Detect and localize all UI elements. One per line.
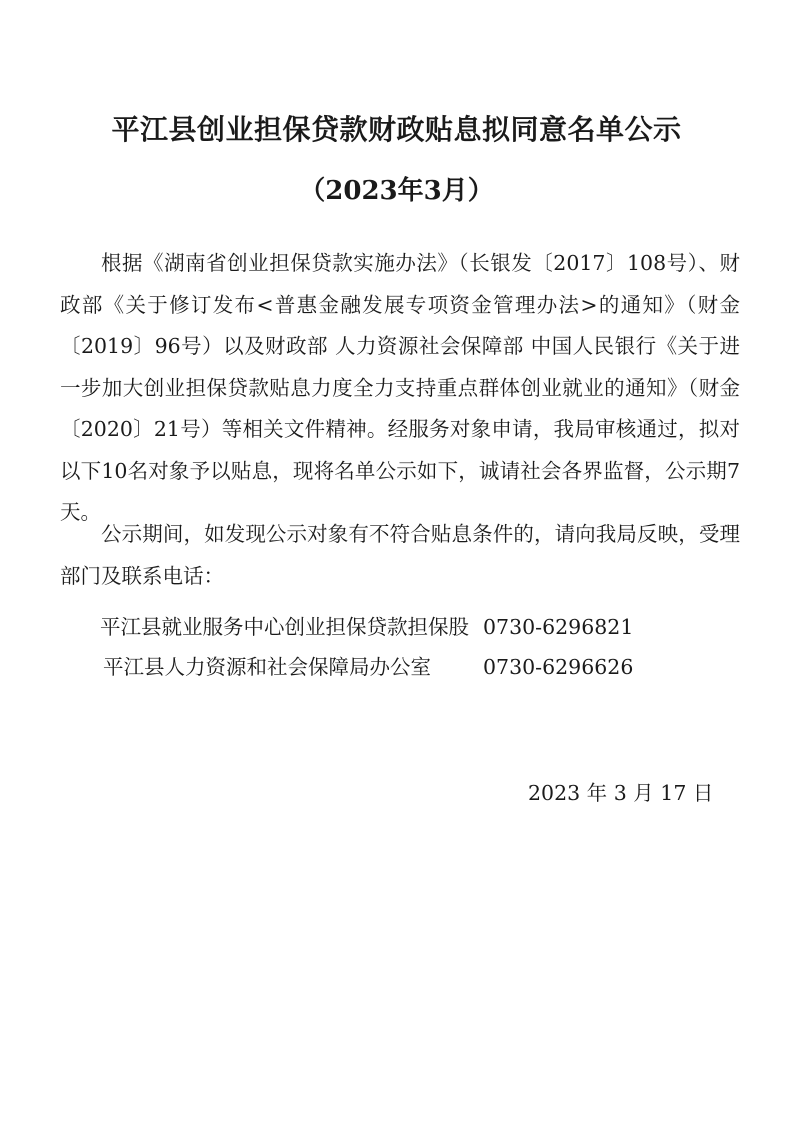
contact-line [103, 652, 633, 682]
contact-org: 平江县就业服务中心创业担保贷款担保股 [100, 615, 469, 639]
contact-line [100, 612, 633, 642]
contact-phone: 0730-6296821 [483, 615, 634, 639]
contact-org: 平江县人力资源和社会保障局办公室 [103, 655, 431, 679]
document-date: 2023 年 3 月 17 日 [528, 781, 714, 805]
document-title: 平江县创业担保贷款财政贴息拟同意名单公示 [111, 113, 682, 146]
contact-phone: 0730-6296626 [483, 655, 634, 679]
body-paragraph: 公示期间，如发现公示对象有不符合贴息条件的，请向我局反映，受理部门及联系电话： [60, 522, 740, 588]
body-paragraph: 根据《湖南省创业担保贷款实施办法》（长银发〔2017〕108号）、财政部《关于修订发布<普惠金融发展专项资金管理办法>的通知》（财金〔2019〕96号）以及财政部 人力资源社会保障部 中国人民银行《关于进一步加大创业担保贷款贴息力度全力支持重点群体创业就业的通知》（财金〔2020〕21号）等相关文件精神。经服务对象申请，我局审核通过，拟对以下10名对象予以贴息，现将名单公示如下，诚请社会各界监督，公示期7天。 [60, 251, 740, 524]
document-subtitle: （2023年3月） [299, 176, 494, 206]
